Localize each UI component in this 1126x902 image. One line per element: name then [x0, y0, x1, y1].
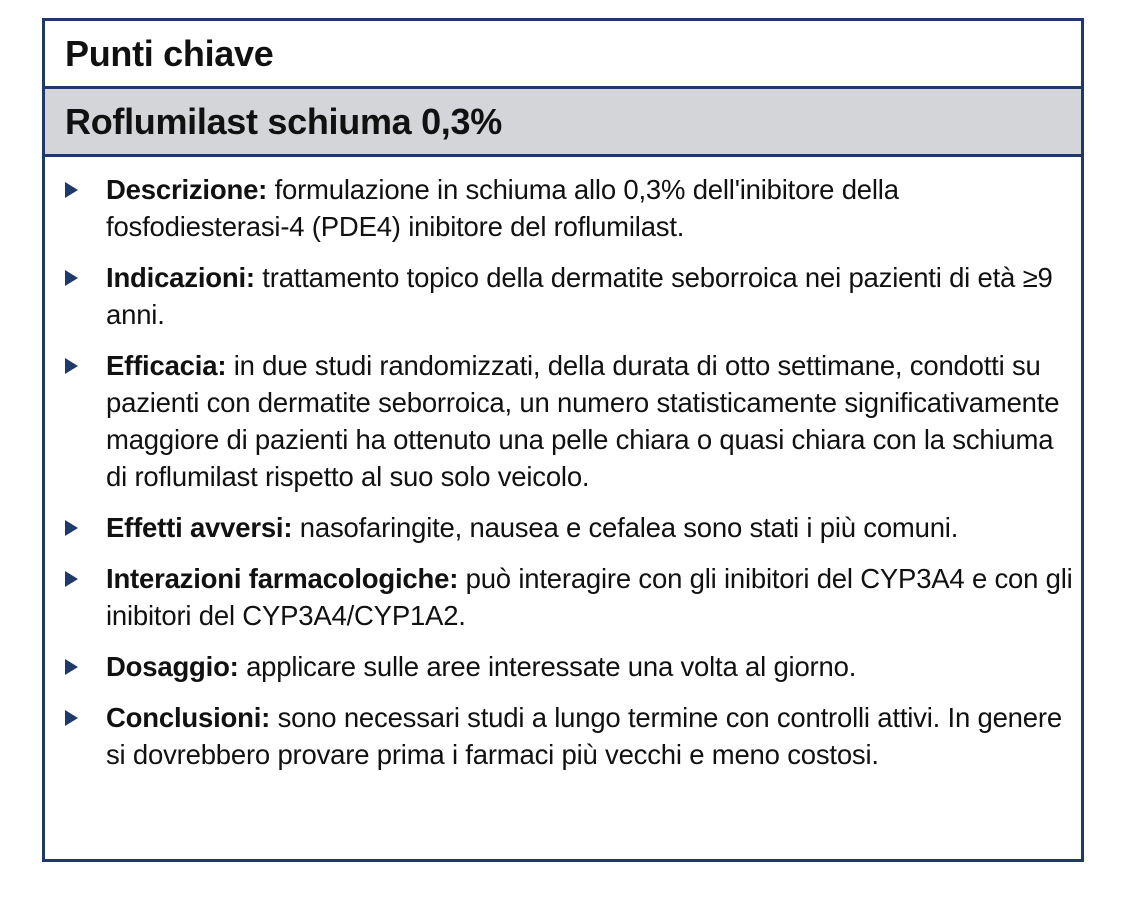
list-item-body: nasofaringite, nausea e cefalea sono stati i più comuni. [292, 512, 959, 543]
list-item-body: formulazione in schiuma allo 0,3% dell'inibitore della fosfodiesterasi-4 (PDE4) inibitore del roflumilast. [106, 174, 899, 242]
key-points-list [45, 157, 1081, 773]
triangle-right-icon [65, 659, 78, 675]
list-item-body: può interagire con gli inibitori del CYP3A4 e con gli inibitori del CYP3A4/CYP1A2. [106, 563, 1073, 631]
triangle-right-icon [65, 571, 78, 587]
drug-name-heading: Roflumilast schiuma 0,3% [65, 100, 502, 142]
triangle-right-icon [65, 182, 78, 198]
key-points-box [42, 18, 1084, 862]
list-item-interazioni [65, 560, 1073, 634]
list-item-text [106, 259, 1073, 333]
triangle-right-icon [65, 270, 78, 286]
list-item-conclusioni [65, 699, 1073, 773]
triangle-right-icon [65, 358, 78, 374]
list-item-efficacia [65, 347, 1073, 495]
list-item-body: trattamento topico della dermatite seborroica nei pazienti di età ≥9 anni. [106, 262, 1053, 330]
list-item-text [106, 699, 1073, 773]
title-bar [45, 21, 1081, 89]
list-item-label: Interazioni farmacologiche: [106, 563, 459, 594]
triangle-right-icon [65, 520, 78, 536]
list-item-effetti-avversi [65, 509, 1073, 546]
list-item-indicazioni [65, 259, 1073, 333]
list-item-label: Effetti avversi: [106, 512, 293, 543]
list-item-text [106, 171, 1073, 245]
subtitle-bar [45, 89, 1081, 157]
list-item-body: sono necessari studi a lungo termine con controlli attivi. In genere si dovrebbero provare prima i farmaci più vecchi e meno costosi. [106, 702, 1062, 770]
page-title: Punti chiave [65, 32, 274, 74]
list-item-text [106, 347, 1073, 495]
list-item-body: in due studi randomizzati, della durata di otto settimane, condotti su pazienti con dermatite seborroica, un numero statisticamente significativamente maggiore di pazienti ha ottenuto una pelle chiara o quasi chiara con la schiuma di roflumilast rispetto al suo solo veicolo. [106, 350, 1060, 492]
list-item-text [106, 509, 1073, 546]
list-item-label: Conclusioni: [106, 702, 271, 733]
list-item-label: Descrizione: [106, 174, 268, 205]
list-item-descrizione [65, 171, 1073, 245]
list-item-label: Dosaggio: [106, 651, 239, 682]
list-item-text [106, 648, 1073, 685]
triangle-right-icon [65, 710, 78, 726]
list-item-dosaggio [65, 648, 1073, 685]
list-item-text [106, 560, 1073, 634]
list-item-label: Efficacia: [106, 350, 227, 381]
list-item-body: applicare sulle aree interessate una volta al giorno. [238, 651, 857, 682]
list-item-label: Indicazioni: [106, 262, 255, 293]
